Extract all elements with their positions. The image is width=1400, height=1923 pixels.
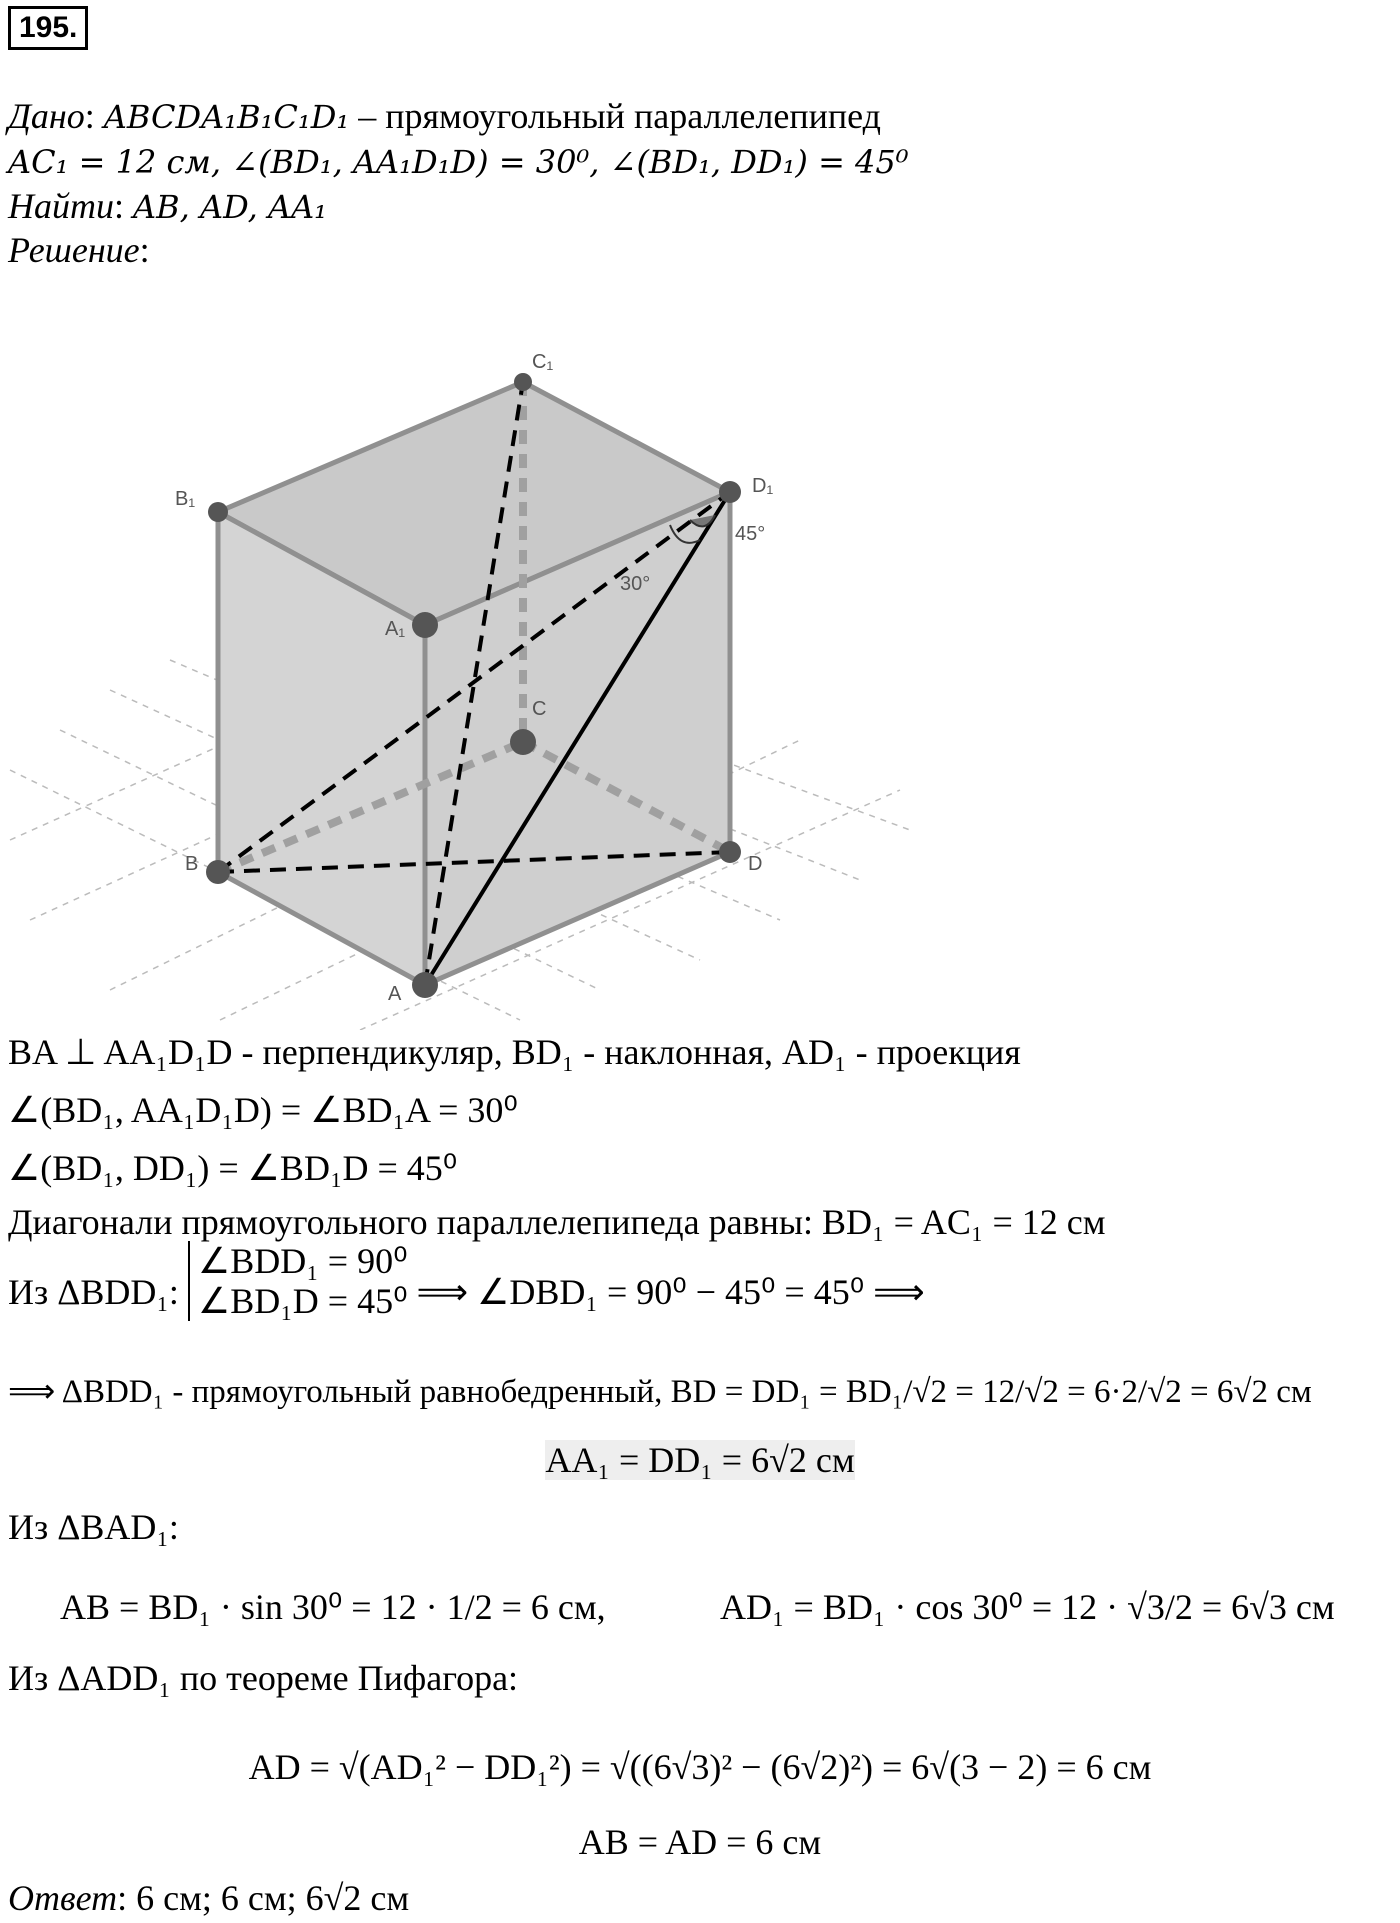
solution-label: Решение (8, 230, 140, 270)
step-11: AD = √(AD₁² − DD₁²) = √((6√3)² − (6√2)²) = 6√(3 − 2) = 6 см (248, 1747, 1152, 1787)
step-4: Диагонали прямоугольного параллелепипеда равны: BD₁ = AC₁ = 12 см (8, 1202, 1106, 1242)
step-7-text: AA₁ = DD₁ = 6√2 см (545, 1440, 855, 1480)
label-b1: B₁ (175, 488, 196, 510)
answer-text: 6 см; 6 см; 6√2 см (136, 1878, 410, 1918)
label-angle-45: 45° (735, 523, 766, 545)
label-d1: D₁ (752, 475, 774, 497)
step-5-sys-1: ∠BDD₁ = 90⁰ (197, 1240, 408, 1281)
step-3: ∠(BD₁, DD₁) = ∠BD₁D = 45⁰ (8, 1148, 458, 1188)
problem-number: 195. (8, 6, 88, 50)
step-7 (0, 1438, 1400, 1482)
label-b: B (185, 853, 199, 875)
answer-line: Ответ: 6 см; 6 см; 6√2 см (8, 1878, 410, 1918)
find-line: Найти: AB, AD, AA₁ (8, 186, 327, 226)
parallelepiped-figure (0, 330, 960, 1030)
given-label: Дано (8, 96, 85, 136)
step-5-sys-2: ∠BD₁D = 45⁰ (197, 1280, 408, 1321)
solution-line: Решение: (8, 230, 150, 270)
find-label: Найти (8, 186, 114, 226)
label-angle-30: 30° (620, 573, 651, 595)
label-a1: A₁ (385, 618, 406, 640)
step-8: Из ΔBAD₁: (8, 1507, 179, 1547)
answer-label: Ответ (8, 1878, 118, 1918)
find-text: AB, AD, AA₁ (133, 188, 327, 226)
step-2: ∠(BD₁, AA₁D₁D) = ∠BD₁A = 30⁰ (8, 1090, 518, 1130)
step-5 (8, 1240, 925, 1321)
label-c1: C₁ (532, 351, 554, 373)
label-d: D (748, 853, 763, 875)
step-9b: AD₁ = BD₁ · cos 30⁰ = 12 · √3/2 = 6√3 см (720, 1587, 1335, 1627)
step-10: Из ΔADD₁ по теореме Пифагора: (8, 1658, 519, 1698)
label-c: C (532, 698, 547, 720)
given-conditions: AC₁ = 12 см, ∠(BD₁, AA₁D₁D) = 30⁰, ∠(BD₁, DD₁) = 45⁰ (8, 143, 909, 181)
step-5-prefix: Из ΔBDD₁: (8, 1272, 179, 1312)
step-9a: AB = BD₁ · sin 30⁰ = 12 · 1/2 = 6 см, (60, 1587, 606, 1627)
given-line: Дано: ABCDA₁B₁C₁D₁ – прямоугольный параллелепипед (8, 96, 881, 136)
given-text: – прямоугольный параллелепипед (358, 96, 881, 136)
step-6: ⟹ ΔBDD₁ - прямоугольный равнобедренный, BD = DD₁ = BD₁/√2 = 12/√2 = 6·2/√2 = 6√2 см (8, 1374, 1312, 1410)
step-12: AB = AD = 6 см (578, 1822, 822, 1862)
given-figure: ABCDA₁B₁C₁D₁ (103, 98, 350, 136)
label-a: A (388, 983, 402, 1005)
step-5-system (188, 1241, 408, 1321)
step-5-result: ⟹ ∠DBD₁ = 90⁰ − 45⁰ = 45⁰ ⟹ (416, 1272, 925, 1312)
step-1: BA ⊥ AA₁D₁D - перпендикуляр, BD₁ - наклонная, AD₁ - проекция (8, 1032, 1021, 1072)
